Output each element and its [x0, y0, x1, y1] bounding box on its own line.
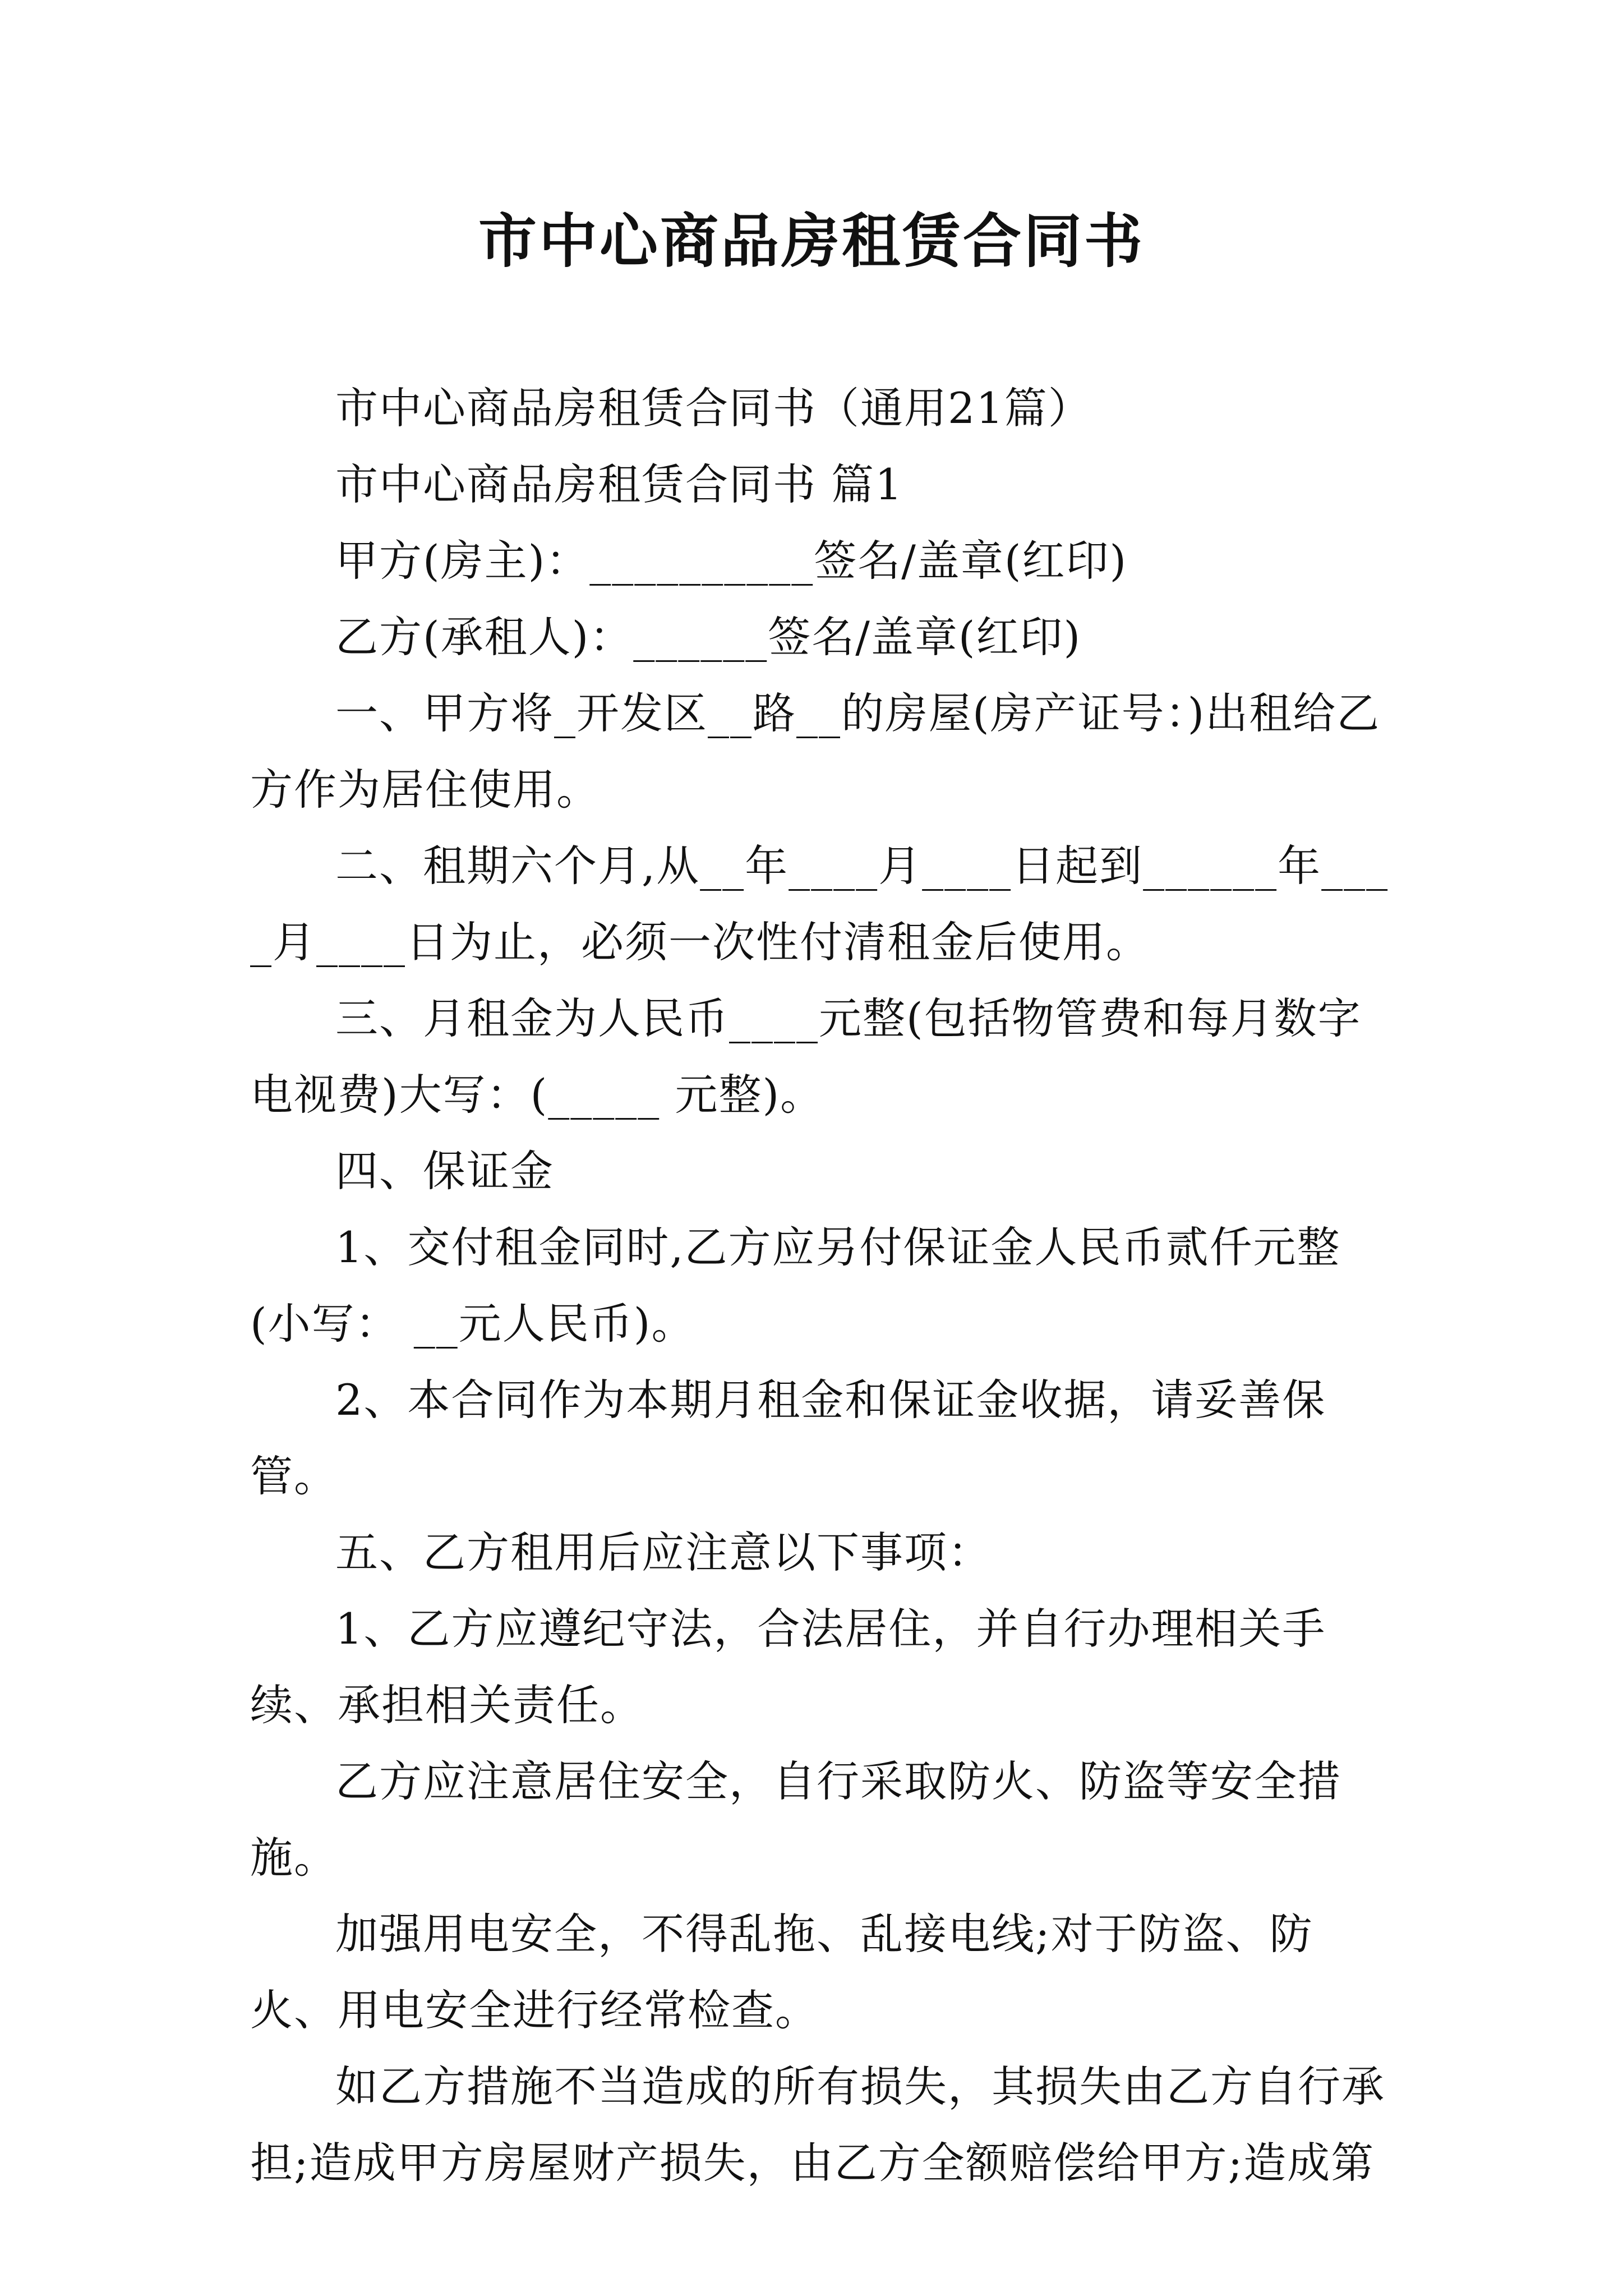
paragraph-clause-3: 三、月租金为人民币____元整(包括物管费和每月数字电视费)大写：(_____ 元整)。	[250, 993, 1362, 1120]
paragraph-clause-1: 一、甲方将_开发区__路__的房屋(房产证号：)出租给乙方作为居住使用。	[250, 688, 1381, 815]
paragraph-electric: 加强用电安全，不得乱拖、乱接电线;对于防盗、防火、用电安全进行经常检查。	[250, 1909, 1313, 2035]
document-title: 市中心商品房租赁合同书	[478, 206, 1145, 275]
paragraph-party-a: 甲方(房主)：__________签名/盖章(红印)	[335, 536, 1128, 586]
paragraph-notice-1: 1、乙方应遵纪守法，合法居住，并自行办理相关手续、承担相关责任。	[250, 1604, 1326, 1730]
paragraph-clause-2: 二、租期六个月,从__年____月____日起到______年____月____日为止，必须一次性付清租金后使用。	[250, 841, 1389, 967]
paragraph-chapter-title: 市中心商品房租赁合同书 篇1	[335, 459, 903, 509]
paragraph-liability: 如乙方措施不当造成的所有损失，其损失由乙方自行承担;造成甲方房屋财产损失，由乙方全额赔偿给甲方;造成第	[250, 2062, 1385, 2188]
paragraph-deposit-2: 2、本合同作为本期月租金和保证金收据，请妥善保管。	[250, 1375, 1326, 1501]
document-body	[250, 370, 1394, 2201]
paragraph-safety: 乙方应注意居住安全，自行采取防火、防盗等安全措施。	[250, 1756, 1341, 1883]
paragraph-heading-general: 市中心商品房租赁合同书（通用21篇）	[335, 383, 1092, 433]
paragraph-clause-4: 四、保证金	[335, 1146, 554, 1196]
paragraph-deposit-1: 1、交付租金同时,乙方应另付保证金人民币贰仟元整(小写： __元人民币)。	[250, 1222, 1341, 1349]
paragraph-party-b: 乙方(承租人)：______签名/盖章(红印)	[335, 612, 1082, 662]
paragraph-clause-5: 五、乙方租用后应注意以下事项：	[335, 1527, 992, 1577]
